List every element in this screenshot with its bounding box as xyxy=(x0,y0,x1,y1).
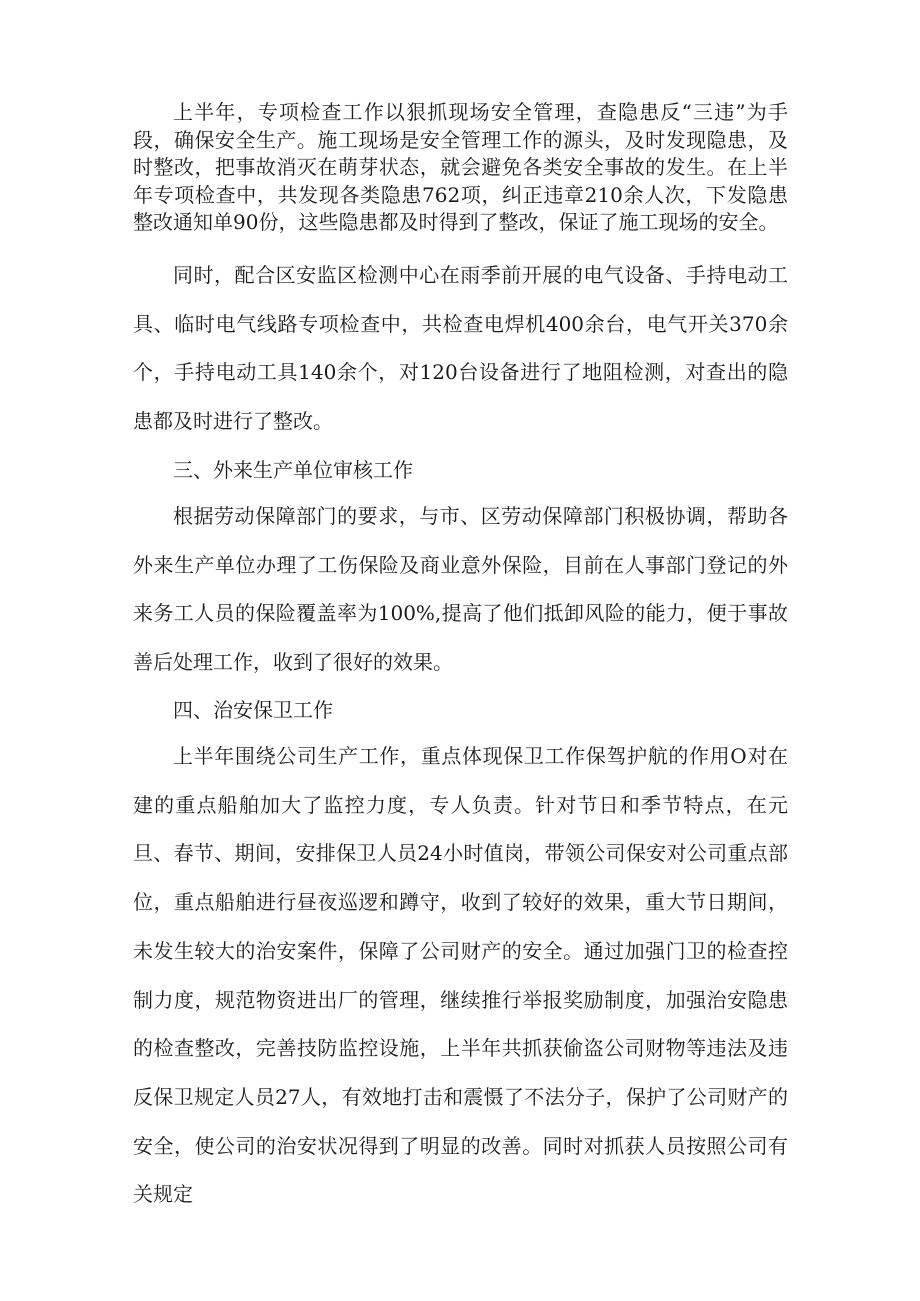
paragraph-insurance: 根据劳动保障部门的要求，与市、区劳动保障部门积极协调，帮助各外来生产单位办理了工伤保险及商业意外保险，目前在人事部门登记的外来务工人员的保险覆盖率为100%,提高了他们抵卸风险的能力，便于事故善后处理工作，收到了很好的效果。 xyxy=(133,504,788,675)
paragraph-security-work: 上半年围绕公司生产工作，重点体现保卫工作保驾护航的作用O对在建的重点船舶加大了监控力度，专人负责。针对节日和季节特点，在元旦、春节、期间，安排保卫人员24小时值岗，带领公司保安对公司重点部位，重点船舶进行昼夜巡逻和蹲守，收到了较好的效果，重大节日期间，未发生较大的治安案件，保障了公司财产的安全。通过加强门卫的检查控制力度，规范物资进出厂的管理，继续推行举报奖励制度，加强治安隐患的检查整改，完善技防监控设施，上半年共抓获偷盗公司财物等违法及违反保卫规定人员27人，有效地打击和震慑了不法分子，保护了公司财产的安全，使公司的治安状况得到了明显的改善。同时对抓获人员按照公司有关规定 xyxy=(133,744,788,1207)
section-heading-external-units: 三、外来生产单位审核工作 xyxy=(173,458,413,482)
paragraph-special-inspection: 上半年，专项检查工作以狠抓现场安全管理，查隐患反“三违”为手段，确保安全生产。施工现场是安全管理工作的源头，及时发现隐患，及时整改，把事故消灭在萌芽状态，就会避免各类安全事故的发生。在上半年专项检查中，共发现各类隐患762项，纠正违章210余人次，下发隐患整改通知单90份，这些隐患都及时得到了整改，保证了施工现场的安全。 xyxy=(133,100,788,234)
paragraph-electrical-inspection: 同时，配合区安监区检测中心在雨季前开展的电气设备、手持电动工具、临时电气线路专项检查中，共检查电焊机400余台，电气开关370余个，手持电动工具140余个，对120台设备进行了地阻检测，对查出的隐患都及时进行了整改。 xyxy=(133,263,788,434)
section-heading-security: 四、治安保卫工作 xyxy=(173,698,333,722)
